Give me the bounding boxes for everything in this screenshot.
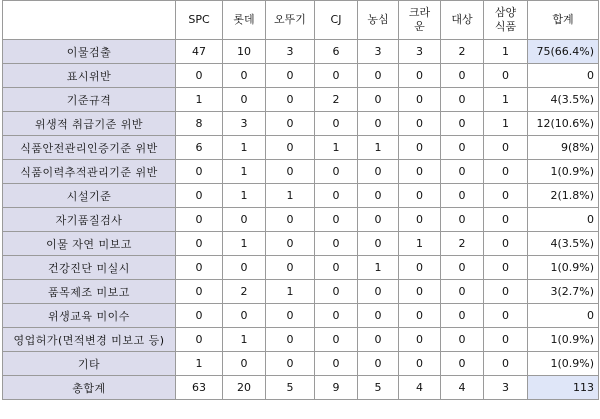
table-cell: 0 (484, 280, 528, 304)
table-cell: 6 (315, 40, 358, 64)
table-cell: 4 (441, 376, 484, 400)
table-cell: 0 (358, 208, 399, 232)
table-cell: 0 (484, 184, 528, 208)
row-total-cell: 12(10.6%) (528, 112, 599, 136)
row-total-cell: 4(3.5%) (528, 88, 599, 112)
table-cell: 0 (441, 136, 484, 160)
table-cell: 20 (223, 376, 266, 400)
table-cell: 0 (441, 352, 484, 376)
table-cell: 0 (176, 232, 223, 256)
table-row (3, 184, 599, 208)
table-cell: 0 (441, 208, 484, 232)
table-cell: 1 (176, 352, 223, 376)
table-cell: 5 (358, 376, 399, 400)
table-cell: 0 (484, 160, 528, 184)
table-cell: 0 (441, 256, 484, 280)
table-cell: 0 (399, 88, 441, 112)
table-row (3, 136, 599, 160)
table-cell: 0 (176, 64, 223, 88)
table-row (3, 256, 599, 280)
table-cell: 3 (358, 40, 399, 64)
row-total-cell: 0 (528, 64, 599, 88)
row-total-cell: 3(2.7%) (528, 280, 599, 304)
table-cell: 0 (358, 88, 399, 112)
table-cell: 0 (176, 256, 223, 280)
table-cell: 0 (358, 280, 399, 304)
table-cell: 0 (223, 352, 266, 376)
row-total-cell: 0 (528, 208, 599, 232)
row-label: 자기품질검사 (3, 208, 176, 232)
table-cell: 0 (315, 256, 358, 280)
table-cell: 0 (266, 64, 315, 88)
table-cell: 0 (358, 304, 399, 328)
row-label: 기준규격 (3, 88, 176, 112)
table-cell: 0 (223, 256, 266, 280)
table-cell: 0 (484, 136, 528, 160)
table-row (3, 232, 599, 256)
table-cell: 0 (266, 112, 315, 136)
table-cell: 0 (176, 304, 223, 328)
row-total-cell: 9(8%) (528, 136, 599, 160)
table-cell: 0 (315, 64, 358, 88)
table-cell: 0 (176, 208, 223, 232)
table-cell: 1 (223, 160, 266, 184)
table-header-row (3, 1, 599, 40)
table-cell: 9 (315, 376, 358, 400)
row-total-cell: 4(3.5%) (528, 232, 599, 256)
row-total-cell: 1(0.9%) (528, 256, 599, 280)
table-cell: 0 (399, 160, 441, 184)
table-cell: 0 (399, 304, 441, 328)
table-cell: 0 (399, 64, 441, 88)
table-cell: 3 (266, 40, 315, 64)
table-cell: 1 (223, 184, 266, 208)
table-cell: 2 (441, 40, 484, 64)
column-header: 합계 (528, 1, 599, 40)
table-cell: 0 (484, 64, 528, 88)
column-header: 삼양 식품 (484, 1, 528, 40)
table-cell: 0 (358, 328, 399, 352)
table-cell: 0 (441, 184, 484, 208)
table-cell: 63 (176, 376, 223, 400)
table-cell: 3 (484, 376, 528, 400)
table-cell: 0 (441, 64, 484, 88)
table-cell: 0 (315, 112, 358, 136)
table-cell: 1 (223, 232, 266, 256)
table-cell: 0 (176, 328, 223, 352)
table-cell: 0 (358, 112, 399, 136)
table-cell: 0 (176, 184, 223, 208)
table-cell: 0 (358, 352, 399, 376)
table-cell: 0 (266, 304, 315, 328)
row-label: 건강진단 미실시 (3, 256, 176, 280)
table-cell: 2 (223, 280, 266, 304)
table-row (3, 64, 599, 88)
table-cell: 0 (399, 208, 441, 232)
table-cell: 1 (223, 136, 266, 160)
table-cell: 0 (315, 160, 358, 184)
row-label: 품목제조 미보고 (3, 280, 176, 304)
row-label: 위생적 취급기준 위반 (3, 112, 176, 136)
table-cell: 0 (266, 328, 315, 352)
table-cell: 0 (223, 208, 266, 232)
row-label: 표시위반 (3, 64, 176, 88)
table-cell: 0 (484, 232, 528, 256)
table-cell: 0 (441, 88, 484, 112)
table-cell: 0 (266, 88, 315, 112)
table-cell: 0 (484, 304, 528, 328)
table-cell: 8 (176, 112, 223, 136)
row-label: 이물 자연 미보고 (3, 232, 176, 256)
table-cell: 0 (441, 112, 484, 136)
table-cell: 3 (399, 40, 441, 64)
table-cell: 0 (399, 184, 441, 208)
row-label: 식품이력추적관리기준 위반 (3, 160, 176, 184)
table-cell: 0 (399, 280, 441, 304)
column-header: 오뚜기 (266, 1, 315, 40)
table-cell: 0 (441, 280, 484, 304)
table-cell: 0 (315, 328, 358, 352)
table-cell: 1 (315, 136, 358, 160)
table-cell: 1 (266, 280, 315, 304)
row-label: 기타 (3, 352, 176, 376)
table-cell: 0 (315, 184, 358, 208)
table-cell: 0 (358, 232, 399, 256)
table-row (3, 328, 599, 352)
table-row (3, 88, 599, 112)
table-cell: 1 (176, 88, 223, 112)
table-cell: 2 (315, 88, 358, 112)
table-cell: 0 (358, 184, 399, 208)
table-cell: 3 (223, 112, 266, 136)
table-cell: 0 (315, 304, 358, 328)
table-row (3, 160, 599, 184)
table-cell: 0 (315, 280, 358, 304)
violation-table (2, 0, 599, 400)
table-cell: 1 (484, 112, 528, 136)
row-label: 총합계 (3, 376, 176, 400)
table-cell: 0 (399, 328, 441, 352)
table-row (3, 112, 599, 136)
column-header: CJ (315, 1, 358, 40)
row-label: 영업허가(면적변경 미보고 등) (3, 328, 176, 352)
table-cell: 0 (441, 160, 484, 184)
table-cell: 0 (223, 64, 266, 88)
table-cell: 0 (484, 328, 528, 352)
table-cell: 0 (266, 160, 315, 184)
column-header: 롯데 (223, 1, 266, 40)
table-cell: 0 (315, 352, 358, 376)
table-row (3, 280, 599, 304)
table-cell: 0 (176, 280, 223, 304)
table-cell: 1 (266, 184, 315, 208)
table-row (3, 352, 599, 376)
table-body (3, 40, 599, 400)
row-total-cell: 0 (528, 304, 599, 328)
table-cell: 0 (266, 352, 315, 376)
row-total-cell: 75(66.4%) (528, 40, 599, 64)
table-cell: 10 (223, 40, 266, 64)
table-cell: 0 (266, 256, 315, 280)
row-label: 시설기준 (3, 184, 176, 208)
table-cell: 0 (399, 136, 441, 160)
header-corner-cell (3, 1, 176, 40)
table-cell: 0 (358, 160, 399, 184)
table-cell: 5 (266, 376, 315, 400)
table-cell: 4 (399, 376, 441, 400)
table-cell: 1 (484, 40, 528, 64)
table-row (3, 40, 599, 64)
row-label: 이물검출 (3, 40, 176, 64)
table-row (3, 304, 599, 328)
row-label: 위생교육 미이수 (3, 304, 176, 328)
column-header: SPC (176, 1, 223, 40)
table-cell: 0 (484, 208, 528, 232)
grand-total-row (3, 376, 599, 400)
table-cell: 47 (176, 40, 223, 64)
table-cell: 6 (176, 136, 223, 160)
table-cell: 0 (176, 160, 223, 184)
table-cell: 0 (441, 304, 484, 328)
table-cell: 0 (484, 352, 528, 376)
table-cell: 0 (399, 352, 441, 376)
row-total-cell: 2(1.8%) (528, 184, 599, 208)
table-cell: 0 (223, 304, 266, 328)
column-header: 농심 (358, 1, 399, 40)
table-cell: 1 (358, 136, 399, 160)
row-total-cell: 1(0.9%) (528, 160, 599, 184)
table-cell: 0 (315, 208, 358, 232)
table-cell: 0 (315, 232, 358, 256)
table-cell: 1 (358, 256, 399, 280)
table-cell: 0 (484, 256, 528, 280)
table-cell: 0 (266, 208, 315, 232)
row-label: 식품안전관리인증기준 위반 (3, 136, 176, 160)
table-cell: 0 (441, 328, 484, 352)
table-cell: 0 (358, 64, 399, 88)
table-cell: 0 (223, 88, 266, 112)
table-cell: 0 (399, 112, 441, 136)
row-total-cell: 1(0.9%) (528, 328, 599, 352)
table-cell: 0 (266, 136, 315, 160)
table-cell: 2 (441, 232, 484, 256)
table-cell: 1 (223, 328, 266, 352)
column-header: 대상 (441, 1, 484, 40)
table-cell: 0 (266, 232, 315, 256)
table-cell: 1 (399, 232, 441, 256)
row-total-cell: 1(0.9%) (528, 352, 599, 376)
table-row (3, 208, 599, 232)
row-total-cell: 113 (528, 376, 599, 400)
column-header: 크라 운 (399, 1, 441, 40)
table-cell: 1 (484, 88, 528, 112)
table-cell: 0 (399, 256, 441, 280)
